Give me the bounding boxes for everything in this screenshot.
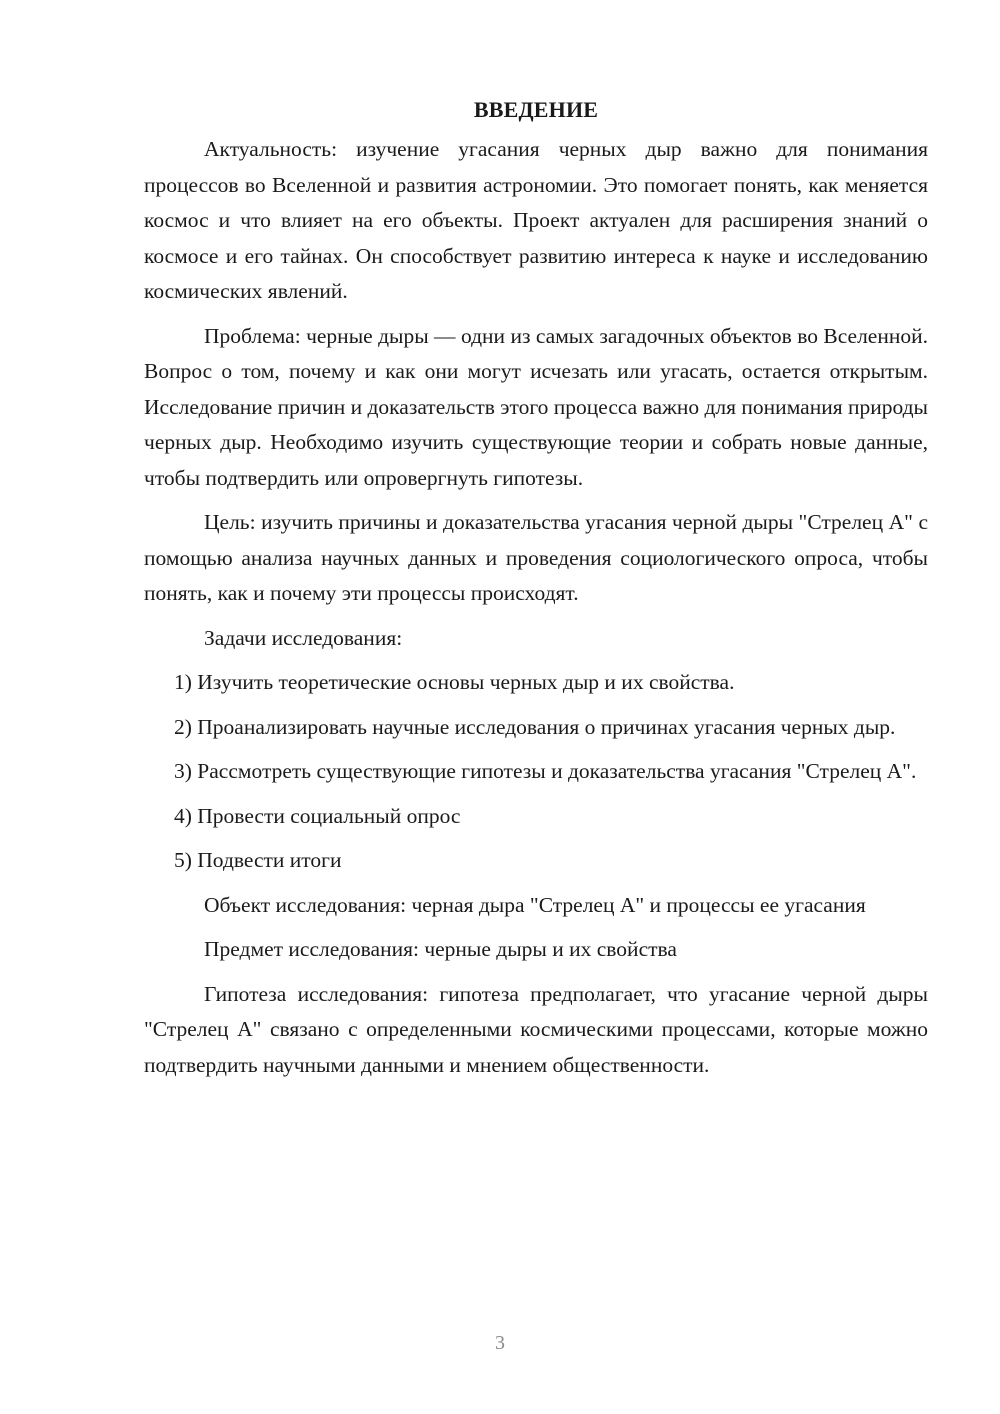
task-item: 1) Изучить теоретические основы черных дыр и их свойства.	[174, 670, 735, 694]
goal-paragraph: Цель: изучить причины и доказательства угасания черной дыры "Стрелец А" с помощью анализа научных данных и проведения социологического опроса, чтобы понять, как и почему эти процессы происходят.	[144, 510, 928, 605]
tasks-heading: Задачи исследования:	[204, 625, 403, 650]
task-item: 3) Рассмотреть существующие гипотезы и доказательства угасания "Стрелец А".	[174, 759, 917, 783]
task-item: 2) Проанализировать научные исследования о причинах угасания черных дыр.	[174, 714, 896, 739]
object-paragraph: Объект исследования: черная дыра "Стрелец А" и процессы ее угасания	[204, 892, 866, 917]
task-item: 4) Провести социальный опрос	[174, 803, 461, 828]
subject-paragraph: Предмет исследования: черные дыры и их свойства	[204, 937, 677, 961]
hypothesis-paragraph: Гипотеза исследования: гипотеза предполагает, что угасание черной дыры "Стрелец А" связано с определенными космическими процессами, которые можно подтвердить научными данными и мнением общественности.	[144, 981, 928, 1077]
problem-paragraph: Проблема: черные дыры — одни из самых загадочных объектов во Вселенной. Вопрос о том, почему и как они могут исчезать или угасать, остается открытым. Исследование причин и доказательств этого процесса важно для понимания природы черных дыр. Необходимо изучить существующие теории и собрать новые данные, чтобы подтвердить или опровергнуть гипотезы.	[144, 323, 928, 490]
relevance-paragraph: Актуальность: изучение угасания черных дыр важно для понимания процессов во Вселенной и развития астрономии. Это помогает понять, как меняется космос и что влияет на его объекты. Проект актуален для расширения знаний о космосе и его тайнах. Он способствует развитию интереса к науке и исследованию космических явлений.	[144, 137, 928, 303]
page-content	[144, 92, 928, 1092]
page-number: 3	[495, 1332, 505, 1354]
section-title: ВВЕДЕНИЕ	[473, 97, 599, 122]
task-item: 5) Подвести итоги	[174, 848, 342, 872]
